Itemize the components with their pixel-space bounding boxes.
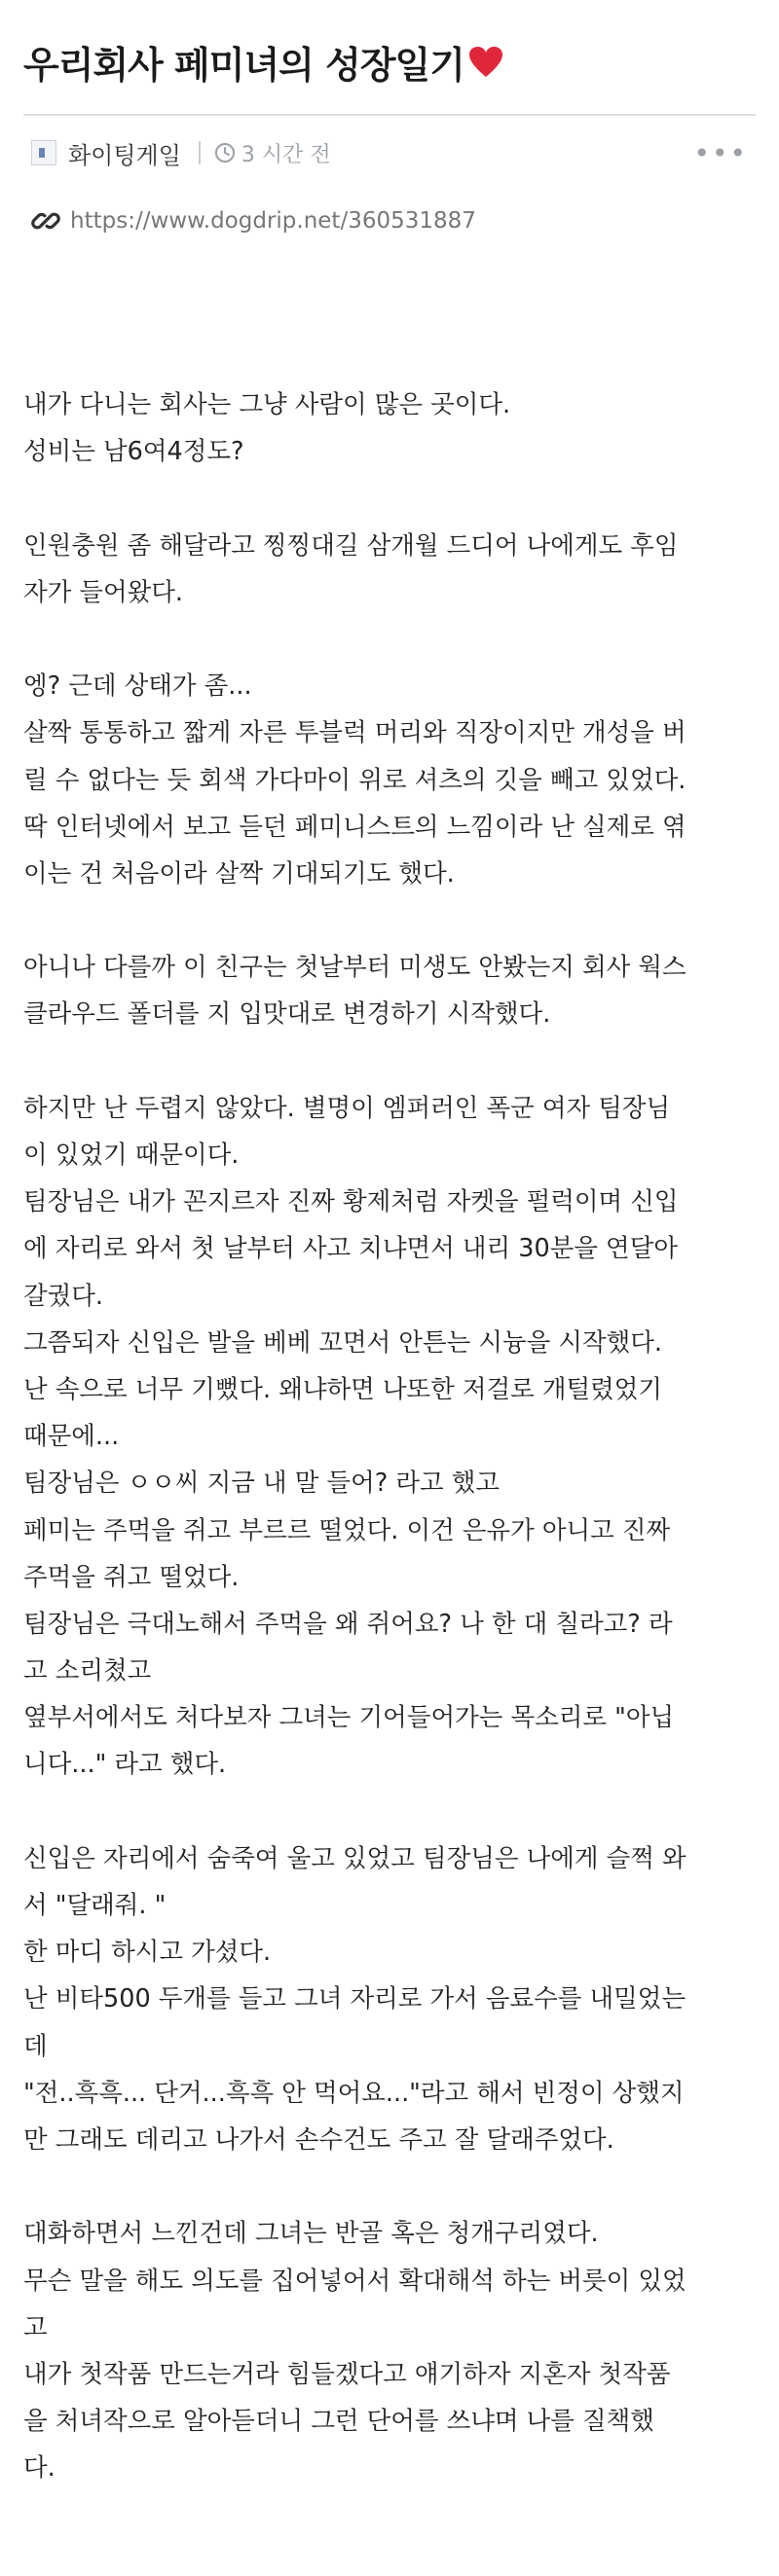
article-line: 신입은 자리에서 숨죽여 울고 있었고 팀장님은 나에게 슬쩍 와 — [23, 1843, 686, 1873]
article-body — [23, 381, 756, 2491]
article-line: 내가 첫작품 만드는거라 힘들겠다고 얘기하자 지혼자 첫작품 — [23, 2359, 671, 2389]
post-title-row — [23, 35, 503, 89]
article-line: 한 마디 하시고 가셨다. — [23, 1938, 272, 1968]
article-line: 팀장님은 극대노해서 주먹을 왜 쥐어요? 나 한 대 칠라고? 라 — [23, 1609, 673, 1639]
article-line: 서 "달래줘. " — [23, 1891, 167, 1920]
article-line: "전..흑흑... 단거...흑흑 안 먹어요..."라고 해서 빈정이 상했지 — [23, 2078, 685, 2108]
article-line: 성비는 남6여4정도? — [23, 437, 244, 467]
article-line: 고 소리쳤고 — [23, 1656, 152, 1687]
article-line: 인원충원 좀 해달라고 찡찡대길 삼개월 드디어 나에게도 후임 — [23, 530, 679, 561]
article-line: 내가 다니는 회사는 그냥 사람이 많은 곳이다. — [23, 390, 511, 419]
article-line: 다. — [23, 2453, 56, 2484]
title-divider — [23, 114, 756, 116]
heart-icon — [468, 46, 503, 79]
article-line: 이는 건 처음이라 살짝 기대되기도 했다. — [23, 858, 455, 889]
article-line: 고 — [23, 2312, 48, 2342]
article-line: 옆부서에서도 처다보자 그녀는 기어들어가는 목소리로 "아닙 — [23, 1703, 675, 1733]
article-line: 에 자리로 와서 첫 날부터 사고 치냐면서 내리 30분을 연달아 — [23, 1234, 678, 1264]
article-line: 무슨 말을 해도 의도를 집어넣어서 확대해석 하는 버릇이 있었 — [23, 2266, 686, 2296]
post-title: 우리회사 페미녀의 성장일기 — [23, 44, 464, 87]
article-line: 팀장님은 ㅇㅇ씨 지금 내 말 들어? 라고 했고 — [23, 1469, 501, 1499]
article-line: 때문에... — [23, 1422, 120, 1452]
paragraph-gap — [23, 2163, 756, 2210]
article-line: 난 비타500 두개를 들고 그녀 자리로 가서 음료수를 내밀었는 — [23, 1984, 686, 2014]
article-line: 하지만 난 두렵지 않았다. 별명이 엠퍼러인 폭군 여자 팀장님 — [23, 1093, 671, 1123]
author-name[interactable]: 화이팅게일 — [68, 141, 181, 169]
article-line: 클라우드 폴더를 지 입맛대로 변경하기 시작했다. — [23, 999, 551, 1030]
source-url-link[interactable]: https://www.dogdrip.net/360531887 — [70, 208, 476, 234]
article-line: 팀장님은 내가 꼰지르자 진짜 황제처럼 자켓을 펄럭이며 신입 — [23, 1187, 679, 1217]
article-line: 그쯤되자 신입은 발을 베베 꼬면서 안튼는 시늉을 시작했다. — [23, 1327, 663, 1358]
article-line: 난 속으로 너무 기뻤다. 왜냐하면 나또한 저걸로 개털렸었기 — [23, 1374, 663, 1404]
article-line: 대화하면서 느낀건데 그녀는 반골 혹은 청개구리였다. — [23, 2219, 599, 2249]
link-icon — [31, 206, 60, 236]
post-time: 3 시간 전 — [241, 142, 331, 167]
paragraph-gap — [23, 1789, 756, 1835]
article-line: 이 있었기 때문이다. — [23, 1141, 240, 1170]
article-line: 갈궜다. — [23, 1281, 104, 1311]
meta-separator — [199, 141, 201, 164]
article-line: 니다..." 라고 했다. — [23, 1750, 227, 1780]
more-dots-icon[interactable]: ••• — [693, 136, 748, 169]
source-link-row[interactable] — [31, 206, 476, 236]
article-line: 페미는 주먹을 쥐고 부르르 떨었다. 이건 은유가 아니고 진짜 — [23, 1515, 671, 1545]
article-line: 엥? 근데 상태가 좀... — [23, 671, 252, 702]
article-line: 릴 수 없다는 듯 회색 가다마이 위로 셔츠의 깃을 빼고 있었다. — [23, 765, 686, 795]
paragraph-gap — [23, 1038, 756, 1085]
post-meta — [23, 136, 756, 169]
paragraph-gap — [23, 897, 756, 944]
article-line: 아니나 다를까 이 친구는 첫날부터 미생도 안봤는지 회사 웍스 — [23, 953, 686, 983]
article-line: 데 — [23, 2031, 48, 2061]
avatar-icon[interactable] — [31, 140, 56, 165]
article-line: 주먹을 쥐고 떨었다. — [23, 1562, 240, 1592]
article-line: 살짝 통통하고 짧게 자른 투블럭 머리와 직장이지만 개성을 버 — [23, 718, 686, 748]
paragraph-gap — [23, 616, 756, 663]
article-line: 을 처녀작으로 알아듣더니 그런 단어를 쓰냐며 나를 질책했 — [23, 2407, 654, 2437]
paragraph-gap — [23, 475, 756, 522]
article-line: 만 그래도 데리고 나가서 손수건도 주고 잘 달래주었다. — [23, 2124, 614, 2155]
article-line: 딱 인터넷에서 보고 듣던 페미니스트의 느낌이라 난 실제로 엮 — [23, 812, 686, 842]
clock-icon — [214, 142, 236, 163]
article-line: 자가 들어왔다. — [23, 577, 184, 607]
